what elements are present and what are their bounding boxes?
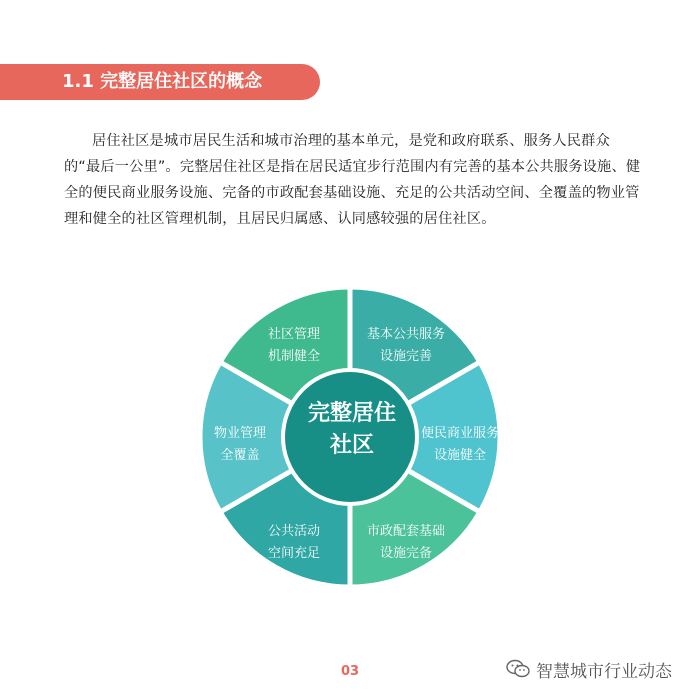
footer-brand-text: 智慧城市行业动态 <box>536 661 672 682</box>
wechat-icon <box>506 659 530 679</box>
footer-brand <box>506 657 672 681</box>
center-label: 完整居住 社区 <box>307 401 396 458</box>
segment-label-property-management: 物业管理 全覆盖 <box>213 426 266 463</box>
segment-label-municipal-facilities: 市政配套基础 设施完备 <box>366 524 445 561</box>
segment-label-commercial-services: 便民商业服务 设施健全 <box>420 426 499 463</box>
segment-label-public-services: 基本公共服务 设施完善 <box>366 327 445 364</box>
page-number: 03 <box>340 664 360 679</box>
section-title: 1.1 完整居住社区的概念 <box>62 71 263 92</box>
segment-label-community-management: 社区管理 机制健全 <box>267 327 320 364</box>
segment-label-activity-space: 公共活动 空间充足 <box>267 524 320 561</box>
body-paragraph: 居住社区是城市居民生活和城市治理的基本单元，是党和政府联系、服务人民群众的“最后一公里”。完整居住社区是指在居民适宜步行范围内有完善的基本公共服务设施、健全的便民商业服务设施、完备的市政配套基础设施、充足的公共活动空间、全覆盖的物业管理和健全的社区管理机制，且居民归属感、认同感较强的居住社区。 <box>64 133 641 227</box>
